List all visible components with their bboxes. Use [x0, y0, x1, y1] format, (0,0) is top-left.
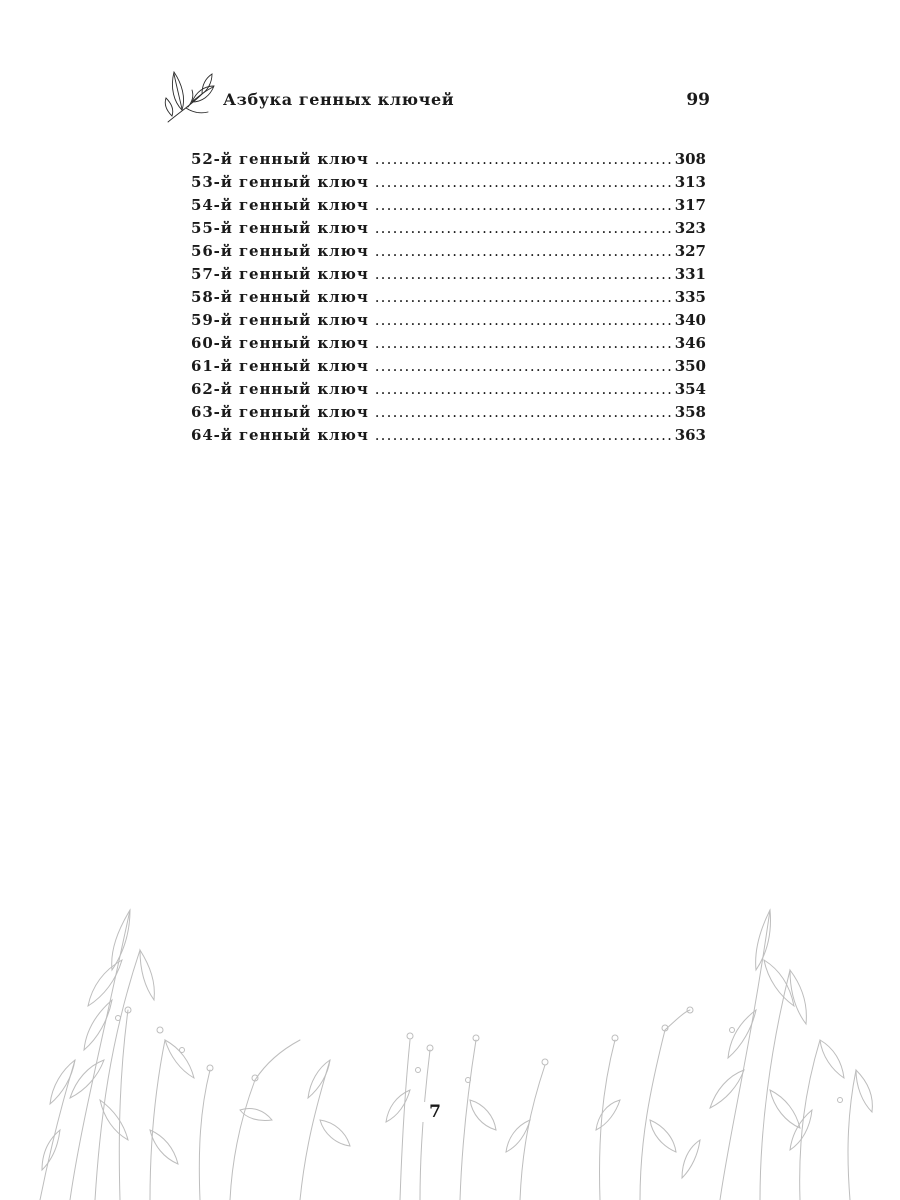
toc-entry[interactable]	[191, 240, 706, 263]
toc-entry-title: 59-й генный ключ	[191, 311, 369, 329]
dot-leader	[375, 332, 673, 355]
toc-entry-title: 56-й генный ключ	[191, 242, 369, 260]
dot-leader	[375, 194, 673, 217]
toc-entry-page: 327	[674, 242, 706, 260]
section-page-reference: 99	[686, 90, 710, 110]
dot-leader	[375, 309, 673, 332]
dot-leader	[375, 424, 673, 447]
book-title: Азбука генных ключей	[223, 90, 455, 109]
table-of-contents	[191, 148, 706, 447]
toc-entry-title: 55-й генный ключ	[191, 219, 369, 237]
dot-leader	[375, 217, 673, 240]
toc-entry[interactable]	[191, 217, 706, 240]
dot-leader	[375, 263, 673, 286]
dot-leader	[375, 240, 673, 263]
toc-entry-title: 63-й генный ключ	[191, 403, 369, 421]
toc-entry[interactable]	[191, 194, 706, 217]
toc-entry-title: 64-й генный ключ	[191, 426, 369, 444]
toc-entry-page: 317	[674, 196, 706, 214]
toc-entry-page: 363	[674, 426, 706, 444]
dot-leader	[375, 171, 673, 194]
toc-entry-page: 340	[674, 311, 706, 329]
toc-header	[162, 66, 710, 126]
dot-leader	[375, 401, 673, 424]
dot-leader	[375, 286, 673, 309]
toc-entry-page: 350	[674, 357, 706, 375]
toc-entry-page: 346	[674, 334, 706, 352]
toc-entry-page: 323	[674, 219, 706, 237]
toc-entry[interactable]	[191, 148, 706, 171]
wildflower-border-illustration	[0, 890, 900, 1200]
toc-entry-title: 57-й генный ключ	[191, 265, 369, 283]
toc-entry-page: 313	[674, 173, 706, 191]
toc-entry-title: 53-й генный ключ	[191, 173, 369, 191]
toc-entry-title: 58-й генный ключ	[191, 288, 369, 306]
toc-entry[interactable]	[191, 378, 706, 401]
toc-entry-title: 54-й генный ключ	[191, 196, 369, 214]
toc-entry-page: 331	[674, 265, 706, 283]
toc-entry-page: 335	[674, 288, 706, 306]
toc-entry-title: 60-й генный ключ	[191, 334, 369, 352]
toc-entry-page: 308	[674, 150, 706, 168]
toc-entry-title: 61-й генный ключ	[191, 357, 369, 375]
toc-entry-title: 52-й генный ключ	[191, 150, 369, 168]
dot-leader	[375, 355, 673, 378]
toc-entry-page: 358	[674, 403, 706, 421]
dot-leader	[375, 378, 673, 401]
toc-entry[interactable]	[191, 332, 706, 355]
toc-entry-title: 62-й генный ключ	[191, 380, 369, 398]
toc-entry[interactable]	[191, 263, 706, 286]
page-number: 7	[420, 1102, 450, 1122]
leaf-sprig-icon	[162, 66, 218, 124]
toc-entry[interactable]	[191, 355, 706, 378]
dot-leader	[375, 148, 673, 171]
toc-entry[interactable]	[191, 309, 706, 332]
toc-entry[interactable]	[191, 286, 706, 309]
toc-entry[interactable]	[191, 424, 706, 447]
toc-entry[interactable]	[191, 401, 706, 424]
toc-entry[interactable]	[191, 171, 706, 194]
toc-entry-page: 354	[674, 380, 706, 398]
